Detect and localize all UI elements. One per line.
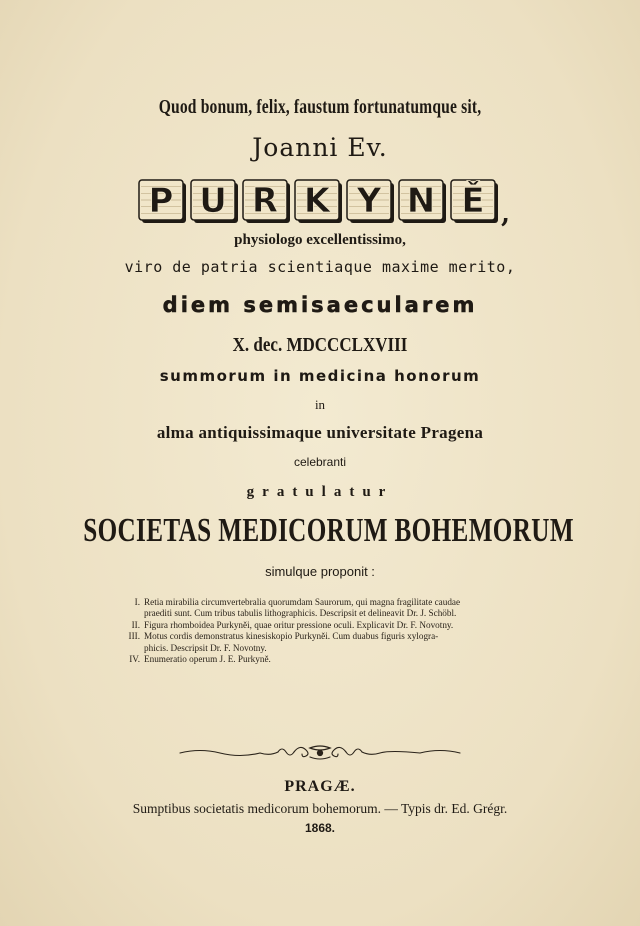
item-text: praediti sunt. Cum tribus tabulis lithographicis. Descripsit et delineavit Dr. J. Schöbl. — [144, 608, 457, 619]
surname-letter — [451, 180, 498, 223]
society-name: SOCIETAS MEDICORUM BOHEMORUM — [83, 512, 574, 549]
item-text: Motus cordis demonstratus kinesiskopio Purkyněi. Cum duabus figuris xylogra- — [144, 631, 439, 642]
item-text: Figura rhomboidea Purkyněi, quae oritur pressione oculi. Explicavit Dr. F. Novotny. — [144, 619, 454, 630]
svg-text:N: N — [406, 181, 436, 221]
university-line: alma antiquissimaque universitate Pragena — [156, 423, 484, 442]
svg-text:Ě: Ě — [461, 181, 485, 221]
dedication-line: Quod bonum, felix, faustum fortunatumque sit, — [158, 96, 482, 118]
contents-item — [126, 620, 522, 631]
epithet: physiologo excellentissimo, — [234, 232, 406, 248]
surname-letter — [347, 180, 394, 223]
place: PRAGÆ. — [284, 778, 356, 795]
simulque-line: simulque proponit : — [265, 564, 375, 579]
occasion: diem semisaecularem — [162, 293, 478, 317]
svg-text:R: R — [251, 181, 279, 221]
surname-letter — [243, 180, 290, 223]
surname-banner — [0, 168, 640, 228]
flourish-divider-icon — [170, 744, 470, 760]
surname-letter — [295, 180, 342, 223]
item-number: III. — [128, 631, 140, 642]
item-text: Retia mirabilia circumvertebralia quorumdam Saurorum, qui magna fragilitate caudae — [144, 597, 461, 607]
contents-item — [126, 654, 522, 665]
surname-comma: , — [501, 199, 511, 228]
contents-list — [126, 597, 522, 665]
surname-letter — [139, 180, 186, 223]
svg-text:P: P — [148, 181, 174, 221]
first-names: Joanni Ev. — [252, 133, 388, 162]
surname-letter — [399, 180, 446, 223]
ornament-divider — [0, 744, 640, 760]
contents-item — [126, 597, 522, 620]
contents-item — [126, 631, 522, 654]
svg-text:U: U — [199, 181, 227, 221]
honors-line: summorum in medicina honorum — [159, 367, 481, 385]
svg-text:K: K — [303, 181, 331, 221]
item-number: II. — [131, 619, 140, 630]
item-text: Enumeratio operum J. E. Purkyně. — [144, 654, 271, 665]
surname-letter — [191, 180, 238, 223]
imprint: Sumptibus societatis medicorum bohemorum. — Typis dr. Ed. Grégr. — [132, 801, 508, 816]
item-text: phicis. Descripsit Dr. F. Novotny. — [144, 642, 267, 653]
merit-line: viro de patria scientiaque maxime merito, — [124, 258, 516, 276]
svg-text:Y: Y — [356, 181, 382, 221]
gratulatur: gratulatur — [246, 484, 394, 500]
item-number: IV. — [129, 654, 140, 665]
decorated-letters-icon — [125, 168, 515, 228]
celebranti: celebranti — [293, 455, 347, 469]
date-line: X. dec. MDCCCLXVIII — [232, 334, 408, 356]
year: 1868. — [304, 821, 336, 835]
in-word: in — [314, 397, 326, 412]
item-number: I. — [134, 597, 140, 607]
